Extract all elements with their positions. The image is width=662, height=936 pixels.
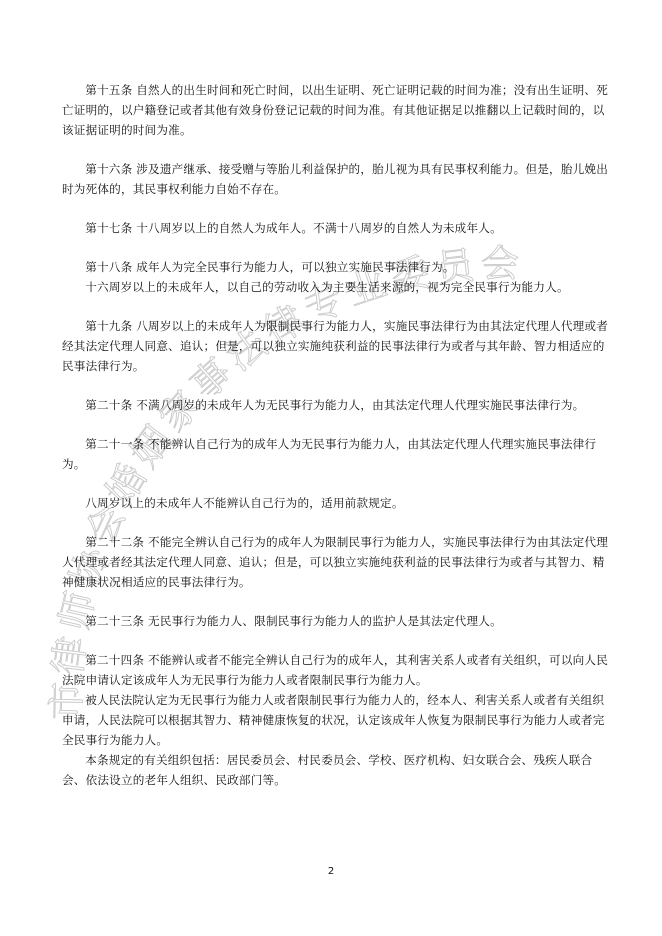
page-number: 2: [327, 866, 335, 877]
document-body: [62, 80, 610, 809]
article-24-clause-3: 本条规定的有关组织包括：居民委员会、村民委员会、学校、医疗机构、妇女联合会、残疾人联合会、依法设立的老年人组织、民政部门等。: [62, 753, 593, 787]
article-16: 第十六条 涉及遗产继承、接受赠与等胎儿利益保护的，胎儿视为具有民事权利能力。但是，胎儿娩出时为死体的，其民事权利能力自始不存在。: [62, 162, 609, 196]
article-18-clause-2: 十六周岁以上的未成年人，以自己的劳动收入为主要生活来源的，视为完全民事行为能力人。: [85, 280, 569, 294]
article-23: 第二十三条 无民事行为能力人、限制民事行为能力人的监护人是其法定代理人。: [85, 614, 502, 628]
article-24-clause-2: 被人民法院认定为无民事行为能力人或者限制民事行为能力人的，经本人、利害关系人或者有关组织申请，人民法院可以根据其智力、精神健康恢复的状况，认定该成年人恢复为限制民事行为能力人或者完全民事行为能力人。: [62, 693, 605, 747]
watermark-text: 市律师协会婚姻家事法律专业委员会: [44, 241, 526, 721]
article-20: 第二十条 不满八周岁的未成年人为无民事行为能力人，由其法定代理人代理实施民事法律行为。: [85, 398, 585, 412]
article-17: 第十七条 十八周岁以上的自然人为成年人。不满十八周岁的自然人为未成年人。: [85, 221, 502, 235]
article-19: 第十九条 八周岁以上的未成年人为限制民事行为能力人，实施民事法律行为由其法定代理人代理或者经其法定代理人同意、追认；但是，可以独立实施纯获利益的民事法律行为或者与其年龄、智力相适应的民事法律行为。: [62, 319, 609, 373]
article-15: 第十五条 自然人的出生时间和死亡时间，以出生证明、死亡证明记载的时间为准；没有出生证明、死亡证明的，以户籍登记或者其他有效身份登记记载的时间为准。有其他证据足以推翻以上记载时间的，以该证据证明的时间为准。: [62, 83, 609, 137]
article-18: 第十八条 成年人为完全民事行为能力人，可以独立实施民事法律行为。: [85, 260, 455, 274]
article-21: 第二十一条 不能辨认自己行为的成年人为无民事行为能力人，由其法定代理人代理实施民事法律行为。: [62, 437, 597, 471]
article-21-clause-2: 八周岁以上的未成年人不能辨认自己行为的，适用前款规定。: [85, 496, 404, 510]
article-24: 第二十四条 不能辨认或者不能完全辨认自己行为的成年人，其利害关系人或者有关组织，可以向人民法院申请认定该成年人为无民事行为能力人或者限制民事行为能力人。: [62, 653, 609, 687]
article-22: 第二十二条 不能完全辨认自己行为的成年人为限制民事行为能力人，实施民事法律行为由其法定代理人代理或者经其法定代理人同意、追认；但是，可以独立实施纯获利益的民事法律行为或者与其智力、精神健康状况相适应的民事法律行为。: [62, 535, 609, 589]
